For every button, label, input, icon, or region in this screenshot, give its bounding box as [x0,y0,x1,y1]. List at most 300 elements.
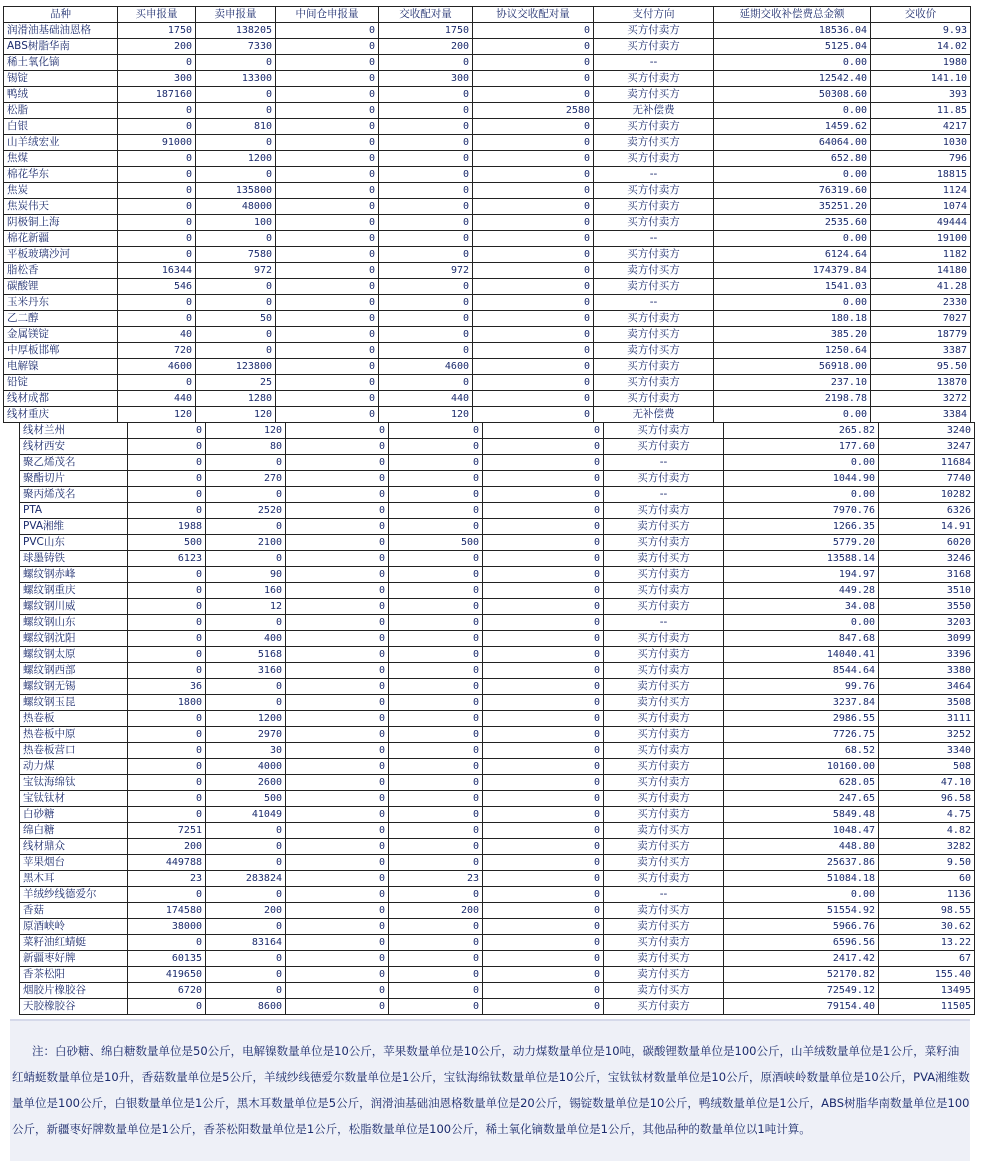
value-cell: 0.00 [714,103,871,119]
value-cell: 0 [128,599,206,615]
product-name-cell: 鸭绒 [4,87,118,103]
table-row [20,935,975,951]
value-cell: 5779.20 [724,535,879,551]
value-cell: 3380 [879,663,975,679]
payment-direction-cell: 卖方付买方 [604,695,724,711]
value-cell: 0 [206,519,286,535]
value-cell: 0 [379,119,473,135]
value-cell: 160 [206,583,286,599]
value-cell: 0 [483,743,604,759]
value-cell: 0 [473,71,594,87]
table-row [20,903,975,919]
value-cell: 0 [286,711,389,727]
value-cell: 0 [483,471,604,487]
value-cell: 10160.00 [724,759,879,775]
value-cell: 796 [871,151,971,167]
value-cell: 0 [206,855,286,871]
value-cell: 0 [128,711,206,727]
table-row [4,311,971,327]
value-cell: 0 [286,663,389,679]
product-name-cell: 热卷板 [20,711,128,727]
table-row [4,135,971,151]
value-cell: 0 [473,311,594,327]
value-cell: 56918.00 [714,359,871,375]
value-cell: 449788 [128,855,206,871]
value-cell: 0 [286,567,389,583]
column-header: 交收价 [871,7,971,23]
value-cell: 200 [389,903,483,919]
value-cell: 1048.47 [724,823,879,839]
table-row [20,503,975,519]
value-cell: 0 [389,583,483,599]
column-header: 买申报量 [118,7,196,23]
product-name-cell: 线材西安 [20,439,128,455]
value-cell: 0 [276,375,379,391]
payment-direction-cell: 买方付卖方 [604,599,724,615]
product-name-cell: 香菇 [20,903,128,919]
product-name-cell: 白银 [4,119,118,135]
value-cell: 0 [473,23,594,39]
value-cell: 0 [206,919,286,935]
value-cell: 0 [473,119,594,135]
product-name-cell: 聚乙烯茂名 [20,455,128,471]
value-cell: 972 [379,263,473,279]
value-cell: 0 [473,231,594,247]
value-cell: 0 [483,567,604,583]
value-cell: 200 [379,39,473,55]
value-cell: 0 [276,343,379,359]
value-cell: 177.60 [724,439,879,455]
product-name-cell: 聚丙烯茂名 [20,487,128,503]
value-cell: 0 [196,55,276,71]
value-cell: 49444 [871,215,971,231]
value-cell: 0 [276,279,379,295]
value-cell: 0 [128,503,206,519]
value-cell: 449.28 [724,583,879,599]
payment-direction-cell: 买方付卖方 [604,567,724,583]
value-cell: 0 [118,375,196,391]
value-cell: 41049 [206,807,286,823]
payment-direction-cell: 卖方付买方 [604,855,724,871]
product-name-cell: ABS树脂华南 [4,39,118,55]
value-cell: 4000 [206,759,286,775]
payment-direction-cell: 卖方付买方 [594,327,714,343]
product-name-cell: 乙二醇 [4,311,118,327]
value-cell: 0 [286,999,389,1015]
value-cell: 393 [871,87,971,103]
value-cell: 0 [483,983,604,999]
value-cell: 0 [389,807,483,823]
value-cell: 0 [276,215,379,231]
product-name-cell: 螺纹钢无锡 [20,679,128,695]
value-cell: 0 [276,391,379,407]
delivery-table-part2 [19,422,975,1015]
value-cell: 400 [206,631,286,647]
value-cell: 0 [389,791,483,807]
value-cell: 0 [379,375,473,391]
payment-direction-cell: -- [594,167,714,183]
value-cell: 135800 [196,183,276,199]
table-row [4,151,971,167]
value-cell: 68.52 [724,743,879,759]
table-row [20,999,975,1015]
value-cell: 0 [483,679,604,695]
value-cell: 0 [286,935,389,951]
unit-note: 注：白砂糖、绵白糖数量单位是50公斤，电解镍数量单位是10公斤，苹果数量单位是10公斤，动力煤数量单位是10吨，碳酸锂数量单位是100公斤，山羊绒数量单位是1公斤，菜籽油红蜻蜓数量单位是10升，香菇数量单位是5公斤，羊绒纱线德爱尔数量单位是1公斤，宝钛海绵钛数量单位是10公斤，宝钛钛材数量单位是10公斤，原酒峡岭数量单位是10公斤，PVA湘维数量单位是100公斤，白银数量单位是1公斤，黑木耳数量单位是5公斤，润滑油基础油恩格数量单位是20公斤，锡锭数量单位是10公斤，鸭绒数量单位是1公斤，ABS树脂华南数量单位是100公斤，新疆枣好牌数量单位是1公斤，香茶松阳数量单位是1公斤，松脂数量单位是100公斤，稀土氧化镝数量单位是1公斤，其他品种的数量单位以1吨计算。 [12,1044,970,1136]
value-cell: 0 [206,455,286,471]
value-cell: 0 [286,439,389,455]
value-cell: 0 [483,727,604,743]
value-cell: 0 [118,119,196,135]
value-cell: 0 [286,615,389,631]
value-cell: 0 [483,919,604,935]
value-cell: 13300 [196,71,276,87]
value-cell: 0 [118,247,196,263]
value-cell: 0 [483,487,604,503]
payment-direction-cell: -- [594,55,714,71]
value-cell: 0 [389,935,483,951]
product-name-cell: 热卷板营口 [20,743,128,759]
value-cell: 300 [118,71,196,87]
payment-direction-cell: 买方付卖方 [594,151,714,167]
value-cell: 0 [379,151,473,167]
value-cell: 40 [118,327,196,343]
value-cell: 0 [379,279,473,295]
value-cell: 2330 [871,295,971,311]
value-cell: 0 [128,999,206,1015]
value-cell: 0 [473,407,594,423]
value-cell: 3252 [879,727,975,743]
product-name-cell: 焦煤 [4,151,118,167]
value-cell: 50 [196,311,276,327]
value-cell: 6326 [879,503,975,519]
product-name-cell: 锡锭 [4,71,118,87]
table-row [20,455,975,471]
value-cell: 0 [483,711,604,727]
value-cell: 0.00 [724,455,879,471]
value-cell: 0 [473,295,594,311]
column-header: 卖申报量 [196,7,276,23]
value-cell: 12 [206,599,286,615]
value-cell: 0 [483,631,604,647]
value-cell: 0 [473,279,594,295]
payment-direction-cell: 买方付卖方 [604,871,724,887]
product-name-cell: PTA [20,503,128,519]
product-name-cell: 电解镍 [4,359,118,375]
value-cell: 0 [483,551,604,567]
value-cell: 0 [389,439,483,455]
value-cell: 95.50 [871,359,971,375]
value-cell: 0 [196,87,276,103]
table-row [20,599,975,615]
value-cell: 0 [276,359,379,375]
value-cell: 0 [389,567,483,583]
value-cell: 0 [473,375,594,391]
product-name-cell: 焦炭 [4,183,118,199]
table-row [20,695,975,711]
payment-direction-cell: -- [604,887,724,903]
value-cell: 13495 [879,983,975,999]
value-cell: 0 [286,983,389,999]
product-name-cell: 山羊绒宏业 [4,135,118,151]
table-row [20,887,975,903]
value-cell: 34.08 [724,599,879,615]
product-name-cell: 绵白糖 [20,823,128,839]
value-cell: 0 [379,327,473,343]
table-row [4,39,971,55]
value-cell: 10282 [879,487,975,503]
value-cell: 2970 [206,727,286,743]
value-cell: 0 [128,743,206,759]
value-cell: 0 [389,711,483,727]
value-cell: 0 [286,855,389,871]
table-row [4,119,971,135]
value-cell: 13.22 [879,935,975,951]
value-cell: 0 [389,727,483,743]
value-cell: 52170.82 [724,967,879,983]
value-cell: 2600 [206,775,286,791]
value-cell: 3396 [879,647,975,663]
value-cell: 1280 [196,391,276,407]
value-cell: 0 [196,135,276,151]
value-cell: 0 [286,503,389,519]
value-cell: 3240 [879,423,975,439]
value-cell: 0 [473,359,594,375]
product-name-cell: 金属镁锭 [4,327,118,343]
table-row [20,775,975,791]
value-cell: 0 [276,135,379,151]
value-cell: 0 [389,599,483,615]
value-cell: 83164 [206,935,286,951]
product-name-cell: 螺纹钢玉昆 [20,695,128,711]
value-cell: 0 [473,167,594,183]
value-cell: 500 [389,535,483,551]
value-cell: 3387 [871,343,971,359]
column-header: 品种 [4,7,118,23]
value-cell: 0 [483,455,604,471]
value-cell: 0 [128,487,206,503]
table-row [20,631,975,647]
value-cell: 7726.75 [724,727,879,743]
table-row [4,295,971,311]
table-row [4,87,971,103]
product-name-cell: 阴极铜上海 [4,215,118,231]
value-cell: 0 [389,967,483,983]
value-cell: 0 [286,823,389,839]
value-cell: 0 [206,679,286,695]
product-name-cell: 黑木耳 [20,871,128,887]
value-cell: 0 [206,615,286,631]
value-cell: 3272 [871,391,971,407]
product-name-cell: 螺纹钢赤峰 [20,567,128,583]
value-cell: 0 [128,615,206,631]
value-cell: 237.10 [714,375,871,391]
value-cell: 1459.62 [714,119,871,135]
value-cell: 2520 [206,503,286,519]
value-cell: 14.02 [871,39,971,55]
product-name-cell: 菜籽油红蜻蜓 [20,935,128,951]
value-cell: 448.80 [724,839,879,855]
value-cell: 0 [196,343,276,359]
value-cell: 0 [206,839,286,855]
value-cell: 0 [128,759,206,775]
payment-direction-cell: 买方付卖方 [604,935,724,951]
payment-direction-cell: -- [604,487,724,503]
value-cell: 18536.04 [714,23,871,39]
product-name-cell: 棉花华东 [4,167,118,183]
value-cell: 0 [389,823,483,839]
table-row [4,231,971,247]
value-cell: 1988 [128,519,206,535]
value-cell: 30.62 [879,919,975,935]
product-name-cell: 平板玻璃沙河 [4,247,118,263]
value-cell: 0 [196,231,276,247]
value-cell: 0 [196,295,276,311]
value-cell: 500 [206,791,286,807]
value-cell: 0 [389,855,483,871]
value-cell: 0 [118,311,196,327]
value-cell: 0 [379,87,473,103]
payment-direction-cell: 卖方付买方 [594,279,714,295]
column-header: 中间仓申报量 [276,7,379,23]
payment-direction-cell: 买方付卖方 [604,807,724,823]
value-cell: 0 [473,327,594,343]
value-cell: 0 [379,215,473,231]
value-cell: 1182 [871,247,971,263]
value-cell: 0 [473,183,594,199]
value-cell: 14040.41 [724,647,879,663]
product-name-cell: PVC山东 [20,535,128,551]
value-cell: 0 [286,791,389,807]
payment-direction-cell: 卖方付买方 [604,951,724,967]
table-row [20,791,975,807]
product-name-cell: 热卷板中原 [20,727,128,743]
value-cell: 30 [206,743,286,759]
payment-direction-cell: 买方付卖方 [594,199,714,215]
value-cell: 120 [196,407,276,423]
column-header: 延期交收补偿费总金额 [714,7,871,23]
table-row [4,359,971,375]
table-row [4,199,971,215]
value-cell: 0 [483,903,604,919]
table-row [4,247,971,263]
value-cell: 1750 [379,23,473,39]
payment-direction-cell: 买方付卖方 [604,439,724,455]
value-cell: 14.91 [879,519,975,535]
table-row [4,71,971,87]
table-row [4,183,971,199]
value-cell: 0 [389,647,483,663]
payment-direction-cell: 买方付卖方 [594,119,714,135]
value-cell: 0 [286,551,389,567]
value-cell: 0 [286,471,389,487]
value-cell: 628.05 [724,775,879,791]
value-cell: 1800 [128,695,206,711]
value-cell: 0 [473,39,594,55]
value-cell: 0 [276,151,379,167]
value-cell: 0 [276,23,379,39]
value-cell: 0 [389,983,483,999]
product-name-cell: 宝钛钛材 [20,791,128,807]
table-row [4,279,971,295]
value-cell: 0 [483,791,604,807]
value-cell: 0 [483,663,604,679]
value-cell: 0 [389,679,483,695]
payment-direction-cell: 买方付卖方 [594,247,714,263]
product-name-cell: 螺纹钢川威 [20,599,128,615]
product-name-cell: 脂松香 [4,263,118,279]
table-row [20,823,975,839]
value-cell: 0 [286,631,389,647]
value-cell: 80 [206,439,286,455]
value-cell: 0 [276,87,379,103]
value-cell: 0 [483,871,604,887]
value-cell: 283824 [206,871,286,887]
value-cell: 0 [483,887,604,903]
product-name-cell: 新疆枣好牌 [20,951,128,967]
payment-direction-cell: 买方付卖方 [594,311,714,327]
value-cell: 100 [196,215,276,231]
value-cell: 91000 [118,135,196,151]
value-cell: 0.00 [724,615,879,631]
value-cell: 1136 [879,887,975,903]
value-cell: 18779 [871,327,971,343]
value-cell: 3168 [879,567,975,583]
value-cell: 0 [118,151,196,167]
value-cell: 9.50 [879,855,975,871]
value-cell: 0 [118,215,196,231]
value-cell: 141.10 [871,71,971,87]
product-name-cell: 烟胶片橡胶谷 [20,983,128,999]
value-cell: 187160 [118,87,196,103]
value-cell: 0 [276,247,379,263]
value-cell: 2535.60 [714,215,871,231]
payment-direction-cell: 买方付卖方 [594,215,714,231]
value-cell: 300 [379,71,473,87]
value-cell: 4.82 [879,823,975,839]
table-row [20,439,975,455]
table-row [20,567,975,583]
table-row [20,487,975,503]
value-cell: 0 [483,839,604,855]
payment-direction-cell: 买方付卖方 [604,423,724,439]
value-cell: 1750 [118,23,196,39]
value-cell: 0 [389,999,483,1015]
value-cell: 0 [276,263,379,279]
value-cell: 0 [276,183,379,199]
value-cell: 0 [473,343,594,359]
value-cell: 4600 [118,359,196,375]
value-cell: 3111 [879,711,975,727]
value-cell: 0 [483,775,604,791]
value-cell: 0 [473,391,594,407]
value-cell: 0 [118,199,196,215]
value-cell: 4.75 [879,807,975,823]
value-cell: 1074 [871,199,971,215]
value-cell: 72549.12 [724,983,879,999]
value-cell: 1030 [871,135,971,151]
value-cell: 0 [118,231,196,247]
value-cell: 3160 [206,663,286,679]
table-row [20,967,975,983]
product-name-cell: 松脂 [4,103,118,119]
table-row [4,343,971,359]
payment-direction-cell: 买方付卖方 [604,471,724,487]
payment-direction-cell: 卖方付买方 [594,87,714,103]
table-row [20,727,975,743]
value-cell: 0 [286,967,389,983]
value-cell: 0 [389,519,483,535]
